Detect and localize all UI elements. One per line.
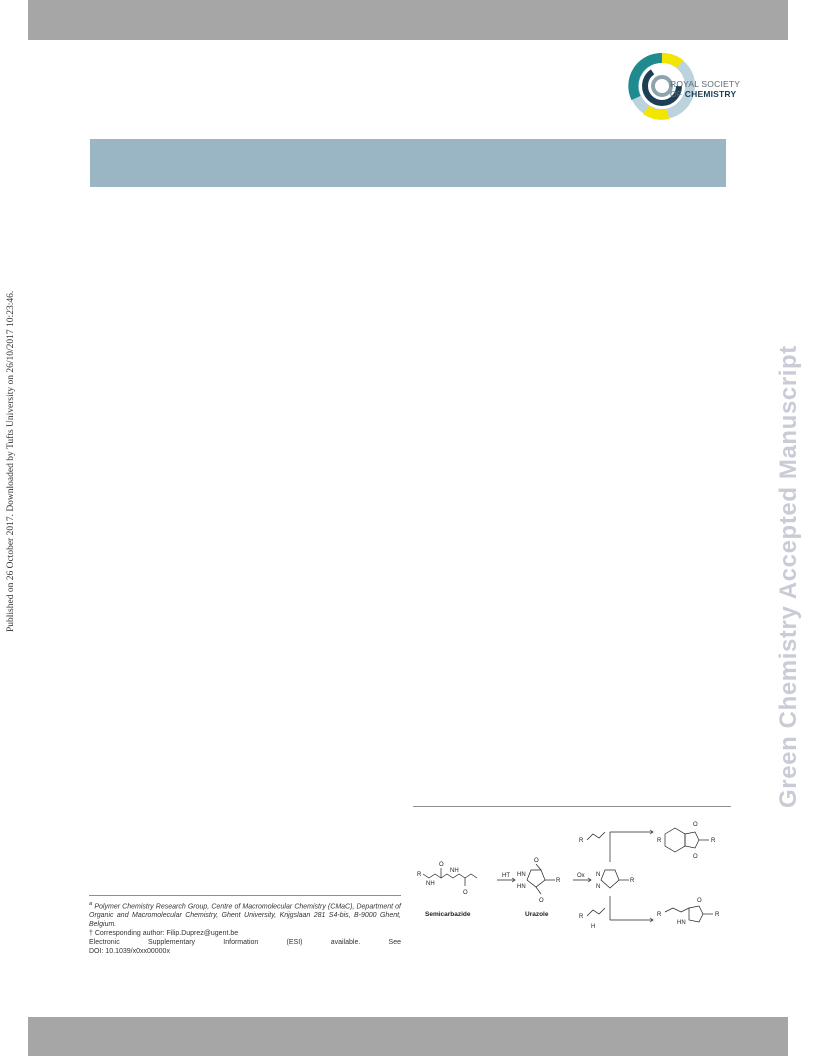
scheme-top-rule — [413, 806, 731, 807]
atom-r-semi: R — [417, 872, 422, 878]
ene — [587, 908, 605, 916]
label-semicarbazide: Semicarbazide — [425, 911, 471, 918]
urazole-co-bottom — [536, 887, 541, 894]
atom-o-ene-1: O — [697, 898, 702, 904]
logo-arc-yellow-bottom — [646, 110, 668, 115]
atom-r-ene: R — [579, 914, 584, 920]
affiliation-mark: a — [89, 901, 93, 907]
atom-o-urazole-2: O — [539, 898, 544, 904]
footnotes — [89, 895, 401, 956]
ene-adduct-chain — [665, 908, 689, 912]
diene — [587, 832, 605, 840]
diels-alder-ring-6 — [665, 828, 685, 852]
atom-hn-ene-adduct: HN — [677, 920, 686, 926]
atom-o-1: O — [439, 862, 444, 868]
atom-r-ene-adduct: R — [657, 912, 662, 918]
affiliation-text: Polymer Chemistry Research Group, Centre of Macromolecular Chemistry (CMaC), Department of Organic and Macromolecular Chemistry, Ghent University, Krijgslaan 281 S4-bis, B-9000 Ghent, Belgium. — [89, 903, 402, 929]
download-stamp: Published on 26 October 2017. Downloaded by Tufts University on 26/10/2017 10:23:46. — [6, 290, 16, 632]
atom-r-da: R — [657, 838, 662, 844]
atom-r-diene: R — [579, 838, 584, 844]
urazole-ring — [527, 870, 545, 887]
atom-o-2: O — [463, 890, 468, 896]
reaction-scheme — [413, 812, 733, 932]
atom-hn-urazole-2: HN — [517, 884, 526, 890]
atom-r-da-n: R — [711, 838, 716, 844]
atom-r-ene-n: R — [715, 912, 720, 918]
footer-bar — [28, 1017, 788, 1056]
atom-o-urazole-1: O — [534, 858, 539, 864]
label-urazole: Urazole — [525, 911, 549, 918]
esi-note: Electronic Supplementary Information (ESI) available. See — [89, 939, 401, 947]
ene-adduct-ring — [689, 906, 703, 922]
atom-r-urazole: R — [556, 878, 561, 884]
atom-n-tad-2: N — [596, 884, 601, 890]
affiliation-footnote — [89, 900, 401, 929]
diels-alder-ring-5 — [685, 832, 699, 848]
logo-ring-core — [653, 77, 671, 95]
semicarbazide-chain — [423, 874, 477, 878]
atom-nh-1: NH — [426, 881, 435, 887]
title-banner — [90, 139, 726, 187]
atom-r-tad: R — [630, 878, 635, 884]
arrow-label-ox: Ox — [577, 873, 585, 879]
atom-h-ene: H — [591, 924, 596, 930]
atom-nh-2: NH — [450, 868, 459, 874]
logo-line-2: OF — [670, 89, 683, 99]
atom-n-tad-1: N — [596, 872, 601, 878]
atom-o-da-1: O — [693, 822, 698, 828]
logo-line-1: ROYAL SOCIETY — [670, 79, 741, 89]
doi-line: DOI: 10.1039/x0xx00000x — [89, 948, 170, 956]
header-bar — [28, 0, 788, 40]
arrow-label-ht: HT — [502, 873, 510, 879]
accepted-manuscript-watermark: Green Chemistry Accepted Manuscript — [775, 345, 802, 808]
rsc-logo-text — [670, 79, 740, 99]
atom-hn-urazole: HN — [517, 872, 526, 878]
tad-ring — [601, 870, 619, 888]
corresponding-author: † Corresponding author: Filip.Duprez@ugent.be — [89, 930, 239, 938]
logo-line-3: CHEMISTRY — [684, 89, 737, 99]
atom-o-da-2: O — [693, 854, 698, 860]
urazole-co-top — [536, 864, 541, 870]
